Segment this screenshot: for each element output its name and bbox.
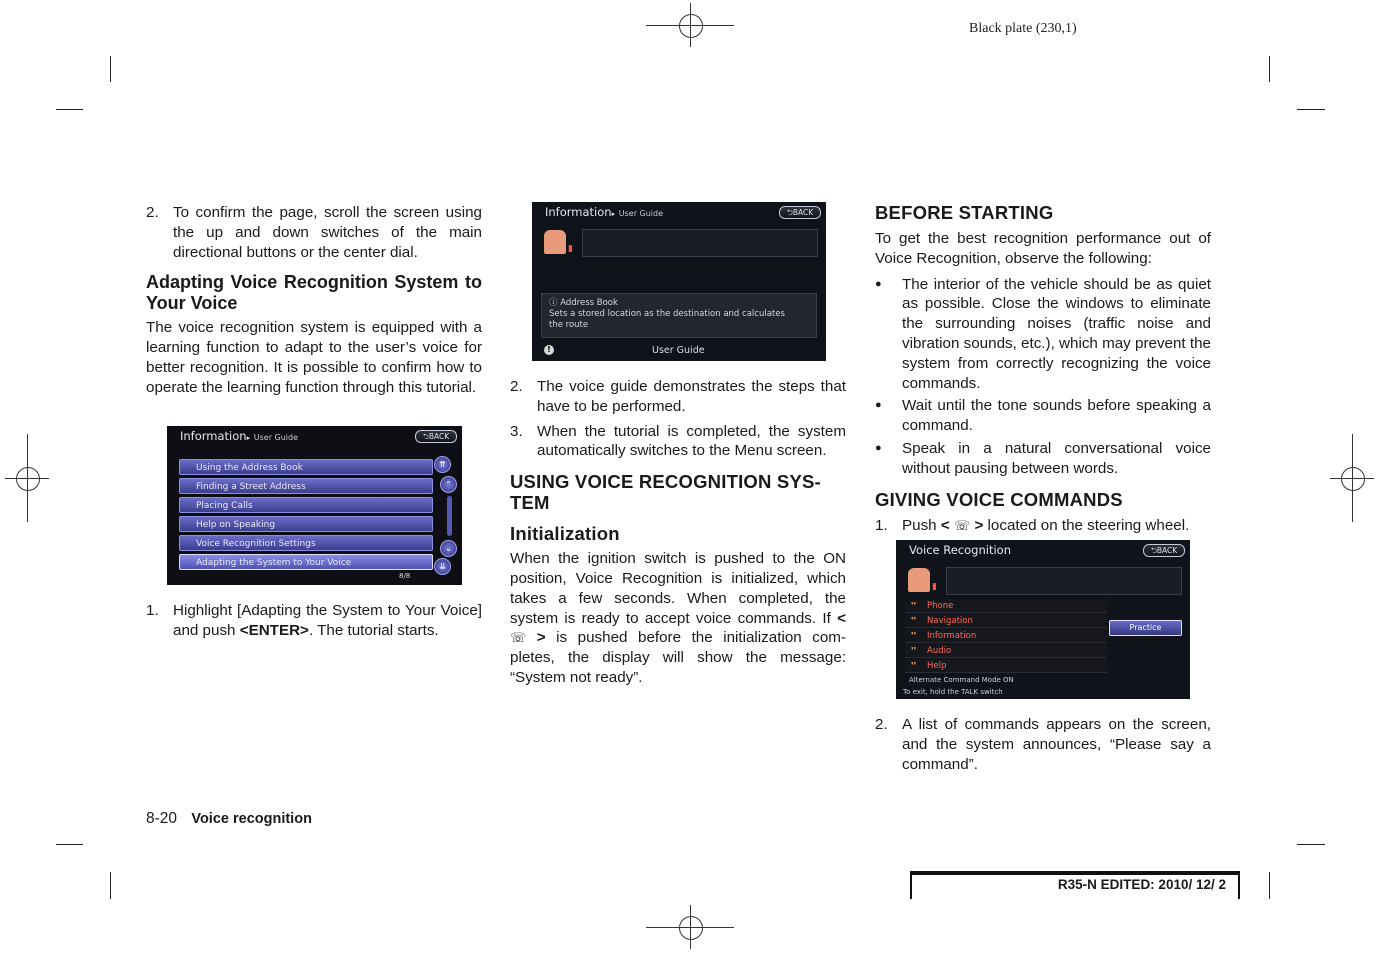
subsection-heading: Initialization <box>510 523 620 545</box>
bullet-item: ● Wait until the tone sounds before speaking a command. <box>875 397 1211 435</box>
section-name: Voice recognition <box>191 811 312 827</box>
bullet-item: ● Speak in a natural conversational voice without pausing between words. <box>875 439 1211 477</box>
menu-item[interactable]: Using the Address Book <box>179 459 433 475</box>
page-up-icon[interactable]: ⇈ <box>434 456 451 473</box>
speech-icon: ▮ <box>932 582 937 592</box>
edited-stamp: R35-N EDITED: 2010/ 12/ 2 <box>910 871 1240 899</box>
registration-mark-top <box>646 3 734 47</box>
list-item <box>875 715 1211 774</box>
column-1-lower <box>146 601 482 641</box>
back-arrow-icon: ⮌ <box>422 432 429 441</box>
voice-command-icon: ❜❜ <box>911 631 917 640</box>
list-text: The voice guide demonstrates the steps that have to be performed. <box>537 378 846 415</box>
crop-mark <box>1269 56 1270 82</box>
list-item <box>510 377 846 417</box>
list-item <box>510 422 846 462</box>
back-button[interactable]: ⮌BACK <box>1143 544 1185 557</box>
crop-mark <box>56 109 83 110</box>
info-icon: ⓘ <box>549 298 558 308</box>
enter-key-label: <ENTER> <box>239 621 309 639</box>
bullet-icon: ● <box>875 399 882 412</box>
list-text: To confirm the page, scroll the screen using the up and down switches of the main directional buttons or the center dial. <box>173 204 482 261</box>
menu-item[interactable]: Placing Calls <box>179 497 433 513</box>
screen-user-guide-list <box>167 426 462 585</box>
crop-mark <box>110 56 111 82</box>
menu-item[interactable]: Finding a Street Address <box>179 478 433 494</box>
list-number: 2. <box>510 378 523 395</box>
section-heading: BEFORE STARTING <box>875 202 1054 223</box>
screen-footer: User Guide <box>652 345 705 356</box>
command-item-navigation[interactable]: ❜❜ Navigation <box>905 614 1107 628</box>
scroll-down-icon[interactable]: ⌄ <box>440 540 457 557</box>
voice-face-icon <box>544 230 566 254</box>
page-down-icon[interactable]: ⇊ <box>434 558 451 575</box>
voice-command-icon: ❜❜ <box>911 601 917 610</box>
list-item <box>146 601 482 641</box>
status-hint: To exit, hold the TALK switch <box>903 688 1003 696</box>
bullet-item: ● The interior of the vehicle should be as quiet as possible. Close the windows to eliminate the surrounding noises (traffic noise and vibration sounds, etc.), which may prevent the system from correctly recognizing the voice commands. <box>875 275 1211 392</box>
section-heading: Adapting Voice Recognition System to Your Voice <box>146 272 482 314</box>
bullet-icon: ● <box>875 441 882 454</box>
talk-switch-icon: ☏ <box>510 630 527 646</box>
paragraph: When the ignition switch is pushed to the ON position, Voice Recognition is initialized, which takes a few seconds. When completed, the system is ready to accept voice commands. If < ☏ > is pushed before the initialization com- pletes, the display will show the message: “System not ready”. <box>510 550 846 686</box>
command-item-phone[interactable]: ❜❜ Phone <box>905 599 1107 613</box>
page-footer <box>146 810 312 828</box>
screen-title: Voice Recognition <box>909 543 1011 557</box>
speech-icon: ▮ <box>568 244 573 254</box>
column-3-lower <box>875 715 1211 774</box>
registration-mark-left <box>5 434 49 522</box>
list-text: A list of commands appears on the screen, and the system announces, “Please say a command”. <box>902 716 1211 773</box>
column-2 <box>510 377 846 688</box>
menu-item[interactable]: Help on Speaking <box>179 516 433 532</box>
page-number: 8-20 <box>146 810 178 827</box>
crop-mark <box>1297 109 1325 110</box>
voice-command-icon: ❜❜ <box>911 616 917 625</box>
speech-display <box>582 229 818 257</box>
screen-title: Information▸ User Guide <box>545 205 664 219</box>
back-button[interactable]: ⮌BACK <box>779 206 821 219</box>
voice-face-icon <box>908 568 930 592</box>
list-text: Highlight [Adapting the System to Your Voice] and push <ENTER>. The tutorial starts. <box>173 602 482 639</box>
scrollbar[interactable] <box>447 496 452 536</box>
list-item <box>146 203 482 262</box>
crop-mark <box>56 844 83 845</box>
list-number: 1. <box>875 516 888 534</box>
paragraph: To get the best recognition performance out of Voice Recognition, observe the following: <box>875 230 1211 267</box>
page-indicator: 8/8 <box>399 572 411 580</box>
list-text: When the tutorial is completed, the system automatically switches to the Menu screen. <box>537 422 846 460</box>
list-number: 2. <box>146 204 159 221</box>
screen-user-guide-demo <box>532 202 826 361</box>
menu-item-selected[interactable]: Adapting the System to Your Voice <box>179 554 433 570</box>
list-number: 2. <box>875 716 888 733</box>
back-arrow-icon: ⮌ <box>786 208 793 217</box>
list-number: 3. <box>510 422 523 440</box>
registration-mark-right <box>1330 434 1374 522</box>
practice-button[interactable]: Practice <box>1109 620 1182 636</box>
column-3 <box>875 202 1211 535</box>
screen-voice-recognition <box>896 540 1190 699</box>
voice-command-icon: ❜❜ <box>911 646 917 655</box>
menu-item[interactable]: Voice Recognition Settings <box>179 535 433 551</box>
speech-display <box>946 567 1182 595</box>
talk-switch-icon: ☏ <box>953 517 971 533</box>
crop-mark <box>1269 872 1270 899</box>
bullet-icon: ● <box>875 277 882 290</box>
alert-icon: ! <box>544 345 554 355</box>
section-heading: USING VOICE RECOGNITION SYS- TEM <box>510 471 821 514</box>
info-panel: ⓘ Address Book Sets a stored location as the destination and calculates the route <box>541 293 817 338</box>
back-arrow-icon: ⮌ <box>1150 546 1157 555</box>
list-number: 1. <box>146 602 159 619</box>
scroll-up-icon[interactable]: ⌃ <box>440 476 457 493</box>
screen-title: Information▸ User Guide <box>180 429 299 443</box>
status-text: Alternate Command Mode ON <box>909 676 1014 684</box>
voice-command-icon: ❜❜ <box>911 661 917 670</box>
crop-mark <box>110 872 111 899</box>
crop-mark <box>1297 844 1325 845</box>
command-item-help[interactable]: ❜❜ Help <box>905 659 1107 673</box>
registration-mark-bottom <box>646 905 734 949</box>
paragraph: The voice recognition system is equipped with a learning function to adapt to the user’s voice for better recognition. It is possible to confirm how to operate the learning function through this tutorial. <box>146 319 482 396</box>
command-item-information[interactable]: ❜❜ Information <box>905 629 1107 643</box>
section-heading: GIVING VOICE COMMANDS <box>875 488 1123 510</box>
list-item: 1. Push < ☏ > located on the steering wheel. <box>875 516 1190 534</box>
column-1 <box>146 203 482 398</box>
command-item-audio[interactable]: ❜❜ Audio <box>905 644 1107 658</box>
back-button[interactable]: ⮌BACK <box>415 430 457 443</box>
plate-label: Black plate (230,1) <box>969 21 1077 36</box>
